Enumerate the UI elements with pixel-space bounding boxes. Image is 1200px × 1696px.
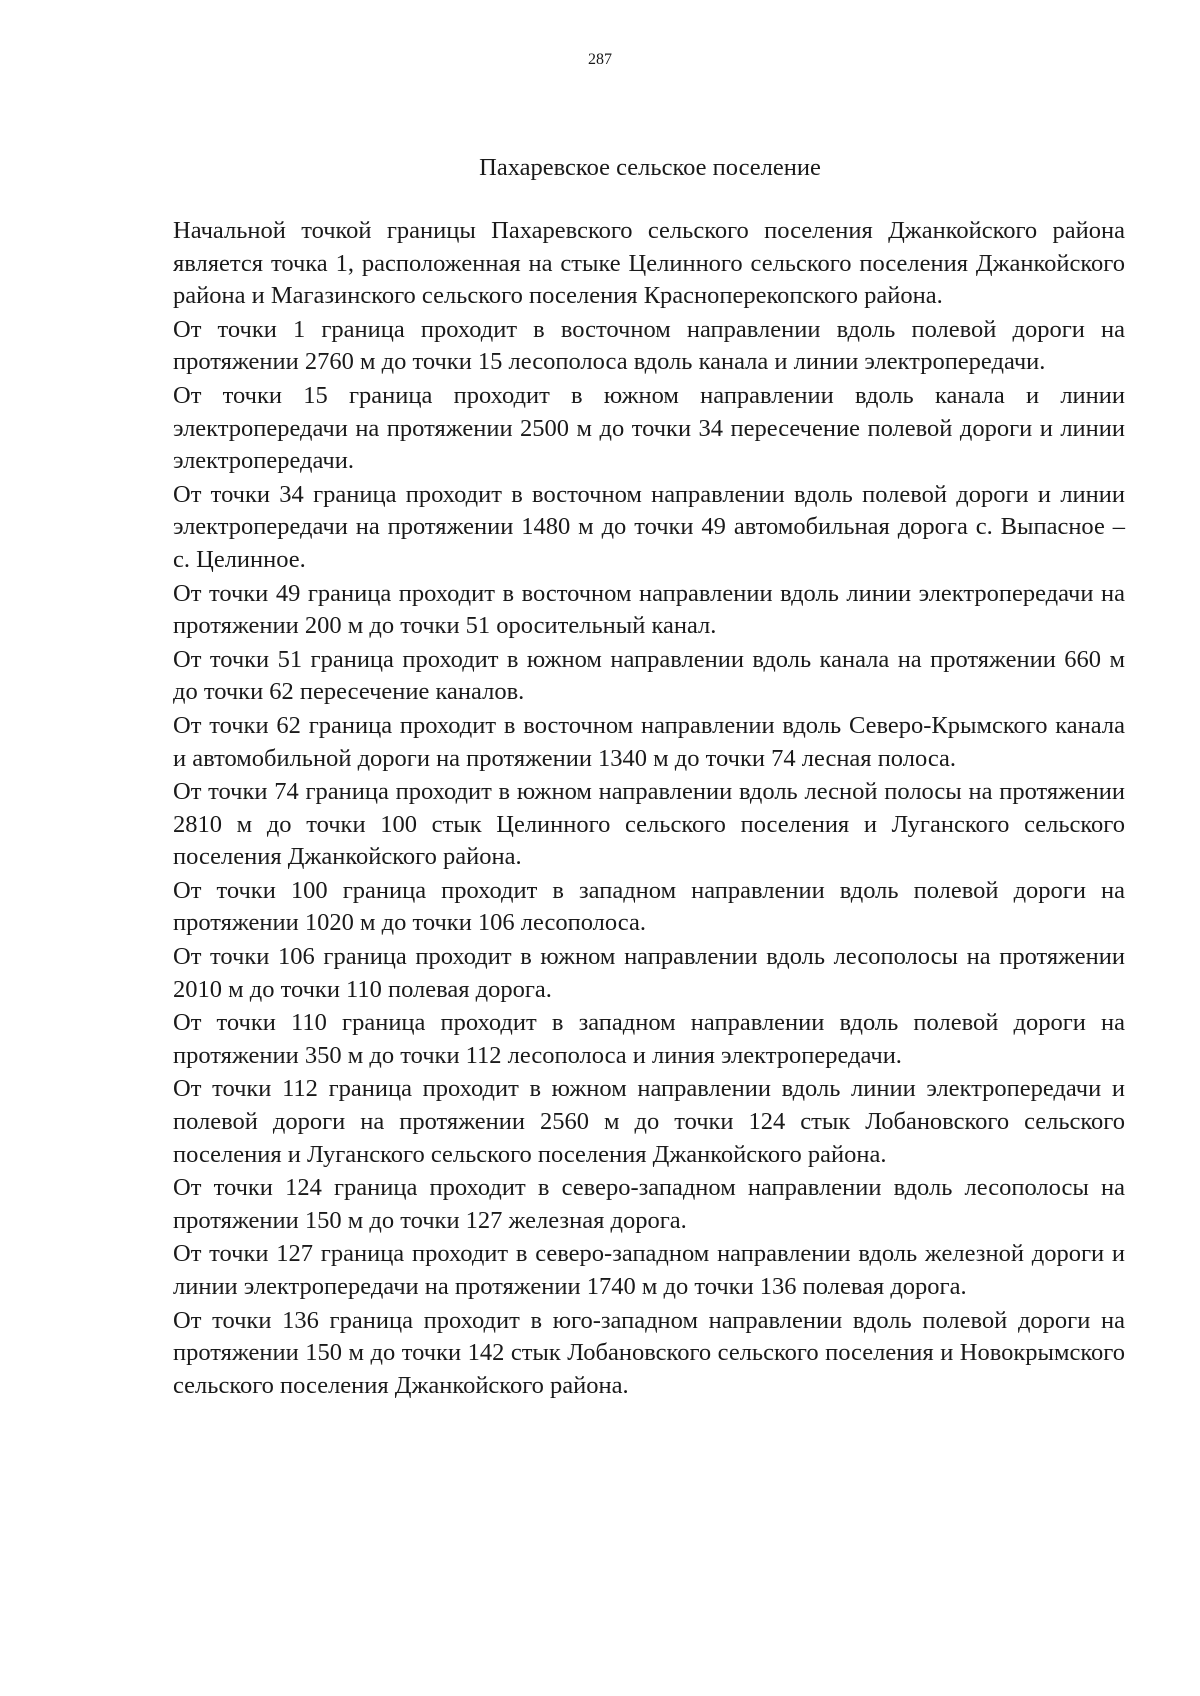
paragraph: От точки 74 граница проходит в южном направлении вдоль лесной полосы на протяжении 2810 м до точки 100 стык Целинного сельского поселения и Луганского сельского поселения Джанкойского района. xyxy=(173,778,1125,871)
paragraph: Начальной точкой границы Пахаревского сельского поселения Джанкойского района является точка 1, расположенная на стыке Целинного сельского поселения Джанкойского района и Магазинского сельского поселения Красноперекопского района. xyxy=(173,217,1125,310)
paragraph: От точки 136 граница проходит в юго-западном направлении вдоль полевой дороги на протяжении 150 м до точки 142 стык Лобановского сельского поселения и Новокрымского сельского поселения Джанкойского района. xyxy=(173,1306,1125,1399)
document-body xyxy=(173,215,1125,1403)
paragraph: От точки 112 граница проходит в южном направлении вдоль линии электропередачи и полевой дороги на протяжении 2560 м до точки 124 стык Лобановского сельского поселения и Луганского сельского поселения Джанкойского района. xyxy=(173,1075,1125,1168)
paragraph: От точки 106 граница проходит в южном направлении вдоль лесополосы на протяжении 2010 м до точки 110 полевая дорога. xyxy=(173,943,1125,1003)
paragraph: От точки 51 граница проходит в южном направлении вдоль канала на протяжении 660 м до точки 62 пересечение каналов. xyxy=(173,645,1125,706)
paragraph: От точки 100 граница проходит в западном направлении вдоль полевой дороги на протяжении 1020 м до точки 106 лесополоса. xyxy=(173,876,1125,937)
paragraph: От точки 127 граница проходит в северо-западном направлении вдоль железной дороги и линии электропередачи на протяжении 1740 м до точки 136 полевая дорога. xyxy=(173,1240,1125,1300)
paragraph: От точки 62 граница проходит в восточном направлении вдоль Северо-Крымского канала и автомобильной дороги на протяжении 1340 м до точки 74 лесная полоса. xyxy=(173,711,1125,772)
paragraph: От точки 34 граница проходит в восточном направлении вдоль полевой дороги и линии электропередачи на протяжении 1480 м до точки 49 автомобильная дорога с. Выпасное – с. Целинное. xyxy=(173,480,1125,573)
paragraph: От точки 49 граница проходит в восточном направлении вдоль линии электропередачи на протяжении 200 м до точки 51 оросительный канал. xyxy=(173,579,1125,640)
paragraph: От точки 1 граница проходит в восточном направлении вдоль полевой дороги на протяжении 2760 м до точки 15 лесополоса вдоль канала и линии электропередачи. xyxy=(173,315,1125,376)
paragraph: От точки 124 граница проходит в северо-западном направлении вдоль лесополосы на протяжении 150 м до точки 127 железная дорога. xyxy=(173,1174,1125,1234)
document-title: Пахаревское сельское поселение xyxy=(479,154,821,181)
paragraph: От точки 15 граница проходит в южном направлении вдоль канала и линии электропередачи на протяжении 2500 м до точки 34 пересечение полевой дороги и линии электропередачи. xyxy=(173,381,1125,475)
page-number: 287 xyxy=(588,51,612,68)
paragraph: От точки 110 граница проходит в западном направлении вдоль полевой дороги на протяжении 350 м до точки 112 лесополоса и линия электропередачи. xyxy=(173,1009,1125,1069)
